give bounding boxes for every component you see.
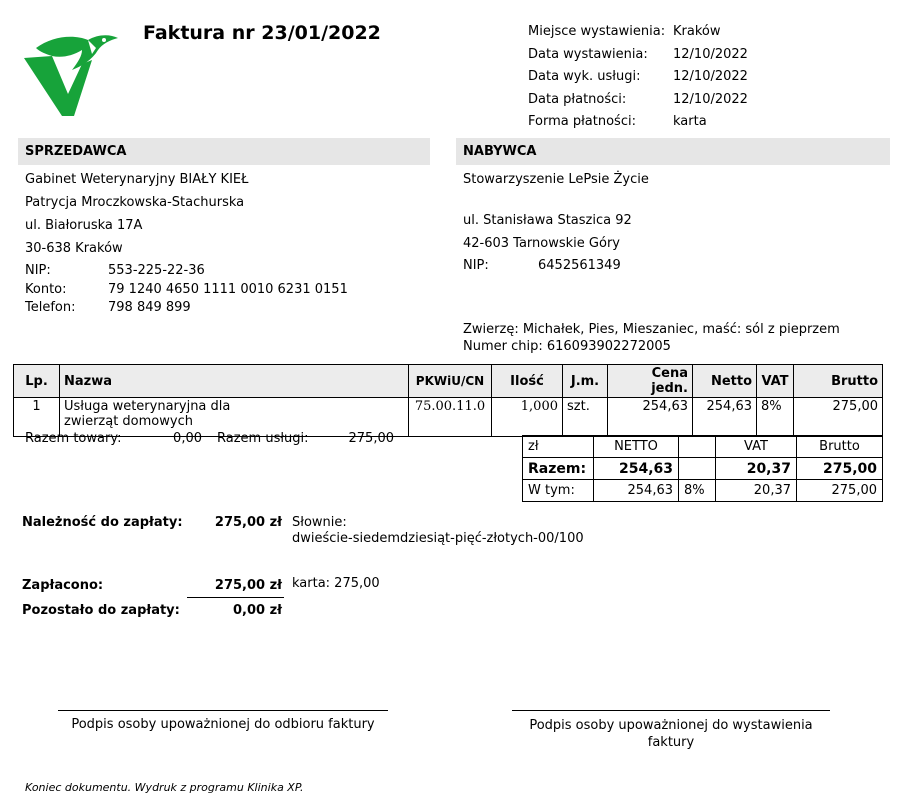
buyer-city: 42-603 Tarnowskie Góry — [463, 236, 620, 251]
services-total-label: Razem usługi: — [217, 431, 309, 446]
summary-in-rate: 8% — [679, 480, 716, 502]
summary-total-row — [523, 458, 883, 480]
amount-due-label: Należność do zapłaty: — [22, 515, 183, 530]
meta-label: Data płatności: — [528, 91, 627, 107]
meta-label: Forma płatności: — [528, 114, 636, 129]
items-table — [13, 364, 883, 437]
col-pkwiu: PKWiU/CN — [409, 365, 492, 398]
issuer-signature-line — [512, 710, 830, 711]
buyer-street: ul. Stanisława Staszica 92 — [463, 213, 632, 228]
meta-value: 12/10/2022 — [673, 91, 748, 107]
seller-name: Gabinet Weterynaryjny BIAŁY KIEŁ — [25, 172, 249, 187]
amount-words: dwieście-siedemdziesiąt-pięć-złotych-00/100 — [292, 531, 584, 546]
summary-total-gross: 275,00 — [797, 458, 883, 480]
seller-nip-label: NIP: — [25, 263, 51, 278]
seller-street: ul. Białoruska 17A — [25, 218, 143, 233]
col-net: Netto — [693, 365, 757, 398]
paid-label: Zapłacono: — [22, 578, 104, 593]
buyer-chip: Numer chip: 616093902272005 — [463, 339, 671, 354]
row-vat: 8% — [757, 398, 794, 437]
summary-rate-row — [523, 480, 883, 502]
goods-total-label: Razem towary: — [25, 431, 122, 446]
paid-amount: 275,00 zł — [214, 578, 282, 593]
row-lp: 1 — [14, 398, 60, 437]
meta-label: Data wystawienia: — [528, 46, 648, 62]
amount-words-label: Słownie: — [292, 515, 347, 530]
buyer-animal: Zwierzę: Michałek, Pies, Mieszaniec, maść: sól z pieprzem — [463, 322, 840, 337]
vat-summary-table — [522, 435, 883, 502]
seller-phone: 798 849 899 — [108, 300, 191, 315]
table-row — [14, 398, 883, 437]
summary-vat-header: VAT — [716, 436, 797, 458]
col-lp: Lp. — [14, 365, 60, 398]
buyer-heading: NABYWCA — [456, 138, 890, 165]
col-gross: Brutto — [794, 365, 883, 398]
buyer-nip: 6452561349 — [538, 258, 621, 273]
summary-in-label: W tym: — [523, 480, 594, 502]
seller-person: Patrycja Mroczkowska-Stachurska — [25, 195, 245, 210]
meta-value: Kraków — [673, 24, 721, 39]
summary-in-gross: 275,00 — [797, 480, 883, 502]
remaining-label: Pozostało do zapłaty: — [22, 603, 180, 618]
row-qty: 1,000 — [492, 398, 563, 437]
row-name-line2: zwierząt domowych — [64, 414, 193, 429]
row-net: 254,63 — [693, 398, 757, 437]
issuer-signature-line1: Podpis osoby upoważnionej do wystawienia — [529, 718, 813, 733]
invoice-title: Faktura nr 23/01/2022 — [143, 22, 381, 44]
receiver-signature-label: Podpis osoby upoważnionej do odbioru faktury — [71, 717, 375, 732]
clinic-logo — [22, 30, 132, 120]
summary-total-label: Razem: — [523, 458, 594, 480]
items-header-row — [14, 365, 883, 398]
services-total: 275,00 — [348, 431, 394, 446]
invoice-meta — [528, 21, 748, 134]
col-unit: J.m. — [563, 365, 608, 398]
col-vat: VAT — [757, 365, 794, 398]
row-unit: szt. — [563, 398, 608, 437]
buyer-nip-label: NIP: — [463, 258, 489, 273]
meta-label: Miejsce wystawienia: — [528, 24, 666, 39]
buyer-block — [463, 168, 883, 355]
row-price: 254,63 — [608, 398, 693, 437]
summary-in-net: 254,63 — [594, 480, 679, 502]
summary-currency: zł — [523, 436, 594, 458]
seller-heading: SPRZEDAWCA — [18, 138, 430, 165]
receiver-signature-line — [58, 710, 388, 711]
issuer-signature-line2: faktury — [647, 735, 695, 750]
seller-account-label: Konto: — [25, 282, 67, 297]
meta-value: karta — [673, 114, 707, 129]
summary-total-net: 254,63 — [594, 458, 679, 480]
goods-total: 0,00 — [173, 431, 202, 446]
summary-brutto-header: Brutto — [797, 436, 883, 458]
meta-value: 12/10/2022 — [673, 46, 748, 62]
paid-underline — [187, 597, 284, 598]
issuer-signature-label — [512, 717, 830, 751]
meta-value: 12/10/2022 — [673, 69, 748, 84]
seller-nip: 553-225-22-36 — [108, 263, 205, 278]
col-qty: Ilość — [492, 365, 563, 398]
summary-total-vat: 20,37 — [716, 458, 797, 480]
col-name: Nazwa — [60, 365, 409, 398]
row-gross: 275,00 — [794, 398, 883, 437]
amount-due: 275,00 zł — [214, 515, 282, 530]
seller-account: 79 1240 4650 1111 0010 6231 0151 — [108, 282, 348, 297]
summary-in-vat: 20,37 — [716, 480, 797, 502]
remaining-amount: 0,00 zł — [233, 603, 282, 618]
buyer-name: Stowarzyszenie LePsie Życie — [463, 172, 649, 187]
seller-city: 30-638 Kraków — [25, 241, 123, 256]
seller-block — [25, 168, 425, 317]
paid-method: karta: 275,00 — [292, 576, 380, 591]
col-price: Cena jedn. — [608, 365, 693, 398]
meta-label: Data wyk. usługi: — [528, 69, 641, 84]
summary-header-row — [523, 436, 883, 458]
row-name-line1: Usługa weterynaryjna dla — [64, 399, 231, 414]
row-pkwiu: 75.00.11.0 — [409, 398, 492, 437]
seller-phone-label: Telefon: — [25, 300, 76, 315]
document-footer: Koniec dokumentu. Wydruk z programu Klinika XP. — [25, 781, 304, 794]
summary-netto-header: NETTO — [594, 436, 679, 458]
